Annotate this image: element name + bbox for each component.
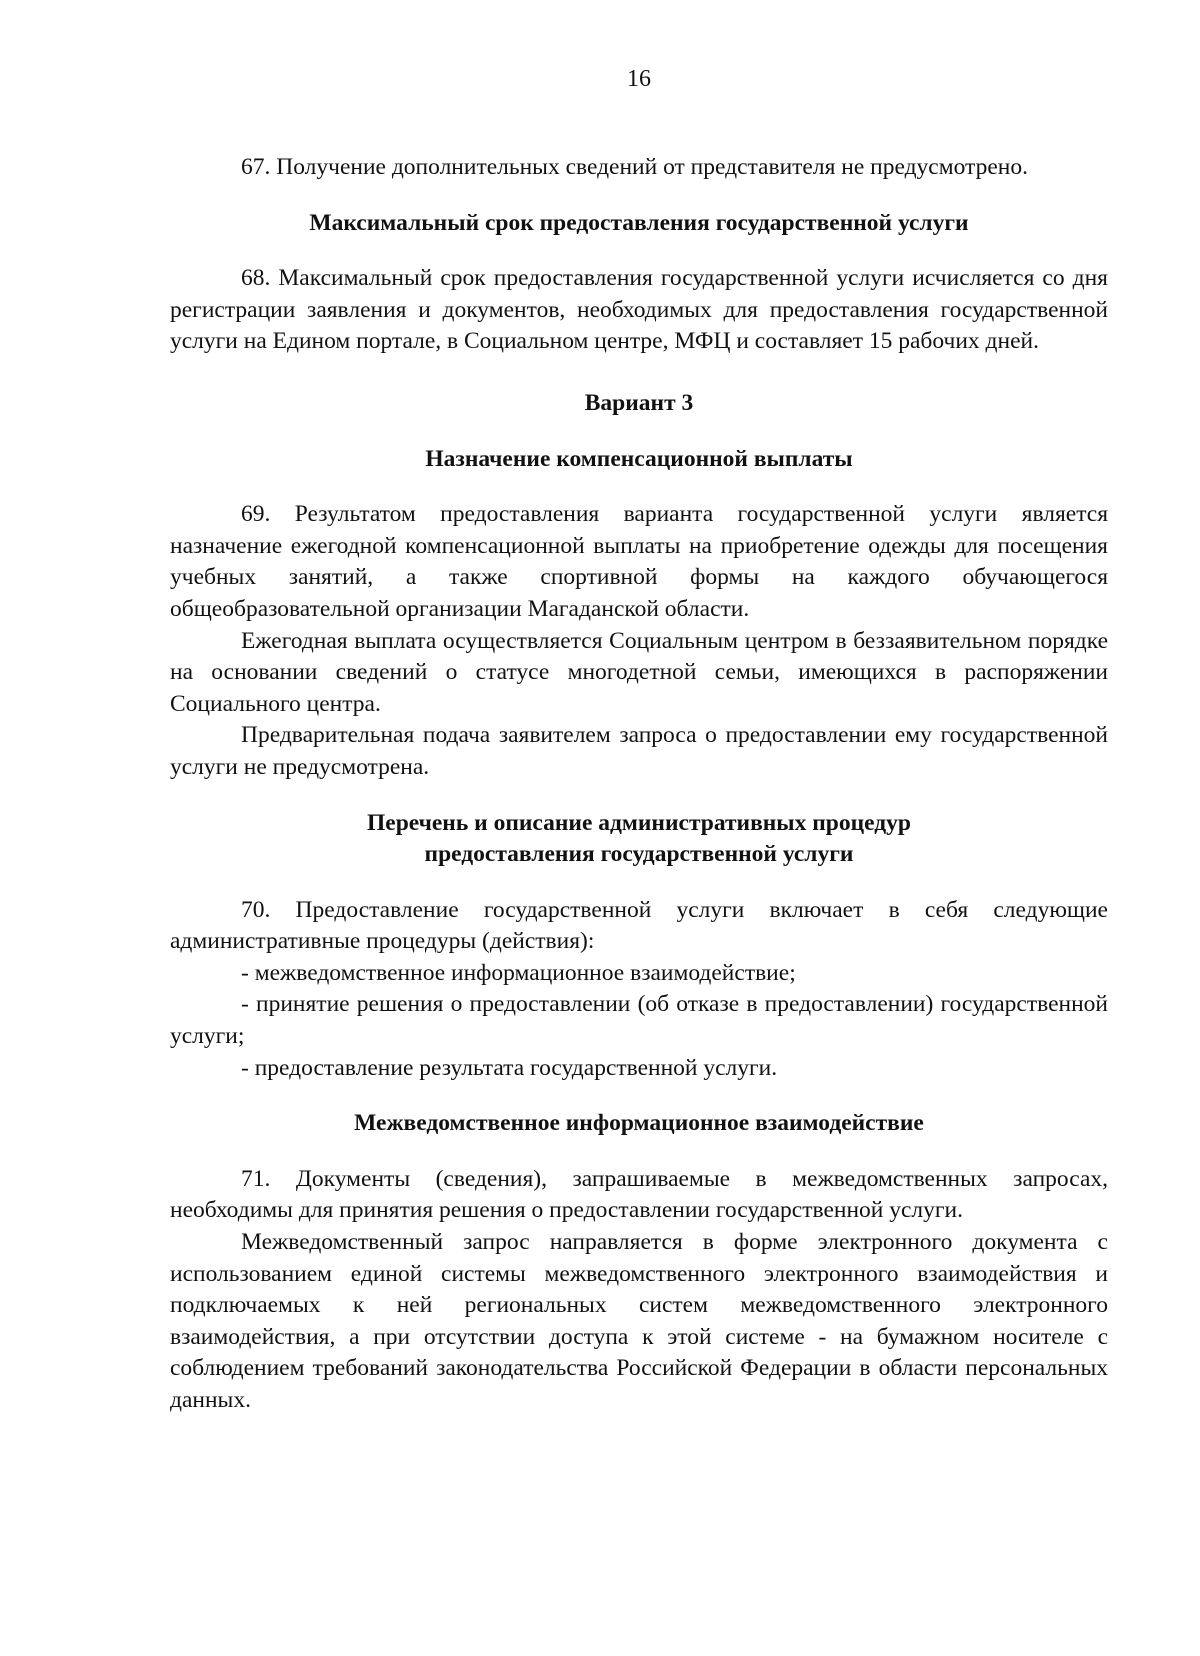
heading-assignment: Назначение компенсационной выплаты — [425, 445, 853, 472]
list-item: - принятие решения о предоставлении (об отказе в предоставлении) государственной услуги; — [170, 991, 1108, 1050]
paragraph-69-preliminary: Предварительная подача заявителем запроса о предоставлении ему государственной услуги не предусмотрена. — [170, 722, 1108, 780]
list-item: - межведомственное информационное взаимодействие; — [241, 959, 796, 986]
paragraph-69-annual: Ежегодная выплата осуществляется Социальным центром в беззаявительном порядке на основании сведений о статусе многодетной семьи, имеющихся в распоряжении Социального центра. — [170, 627, 1108, 717]
paragraph-70: 70. Предоставление государственной услуги включает в себя следующие административные процедуры (действия): — [170, 896, 1108, 955]
page-number: 16 — [627, 66, 651, 92]
paragraph-71: 71. Документы (сведения), запрашиваемые в межведомственных запросах, необходимы для принятия решения о предоставлении государственной услуги. — [170, 1165, 1108, 1224]
list-item: - предоставление результата государственной услуги. — [241, 1054, 778, 1081]
document-body — [170, 152, 1108, 1417]
heading-procedures: Перечень и описание административных процедур предоставления государственной услуги — [367, 809, 911, 868]
heading-interagency: Межведомственное информационное взаимодействие — [354, 1110, 924, 1137]
paragraph-71-request: Межведомственный запрос направляется в форме электронного документа с использованием единой системы межведомственного электронного взаимодействия и подключаемых к ней региональных систем межведомственного электронного взаимодействия, а при отсутствии доступа к этой системе - на бумажном носителе с соблюдением требований законодательства Российской Федерации в области персональных данных. — [170, 1229, 1108, 1413]
heading-variant: Вариант 3 — [584, 389, 694, 416]
heading-max-term: Максимальный срок предоставления государственной услуги — [309, 209, 969, 236]
paragraph-68: 68. Максимальный срок предоставления государственной услуги исчисляется со дня регистрации заявления и документов, необходимых для предоставления государственной услуги на Едином портале, в Социальном центре, МФЦ и составляет 15 рабочих дней. — [170, 265, 1108, 355]
paragraph-67: 67. Получение дополнительных сведений от представителя не предусмотрено. — [241, 154, 1028, 180]
paragraph-69: 69. Результатом предоставления варианта государственной услуги является назначение ежегодной компенсационной выплаты на приобретение одежды для посещения учебных занятий, а также спортивной формы на каждого обучающегося общеобразовательной организации Магаданской области. — [170, 501, 1108, 622]
